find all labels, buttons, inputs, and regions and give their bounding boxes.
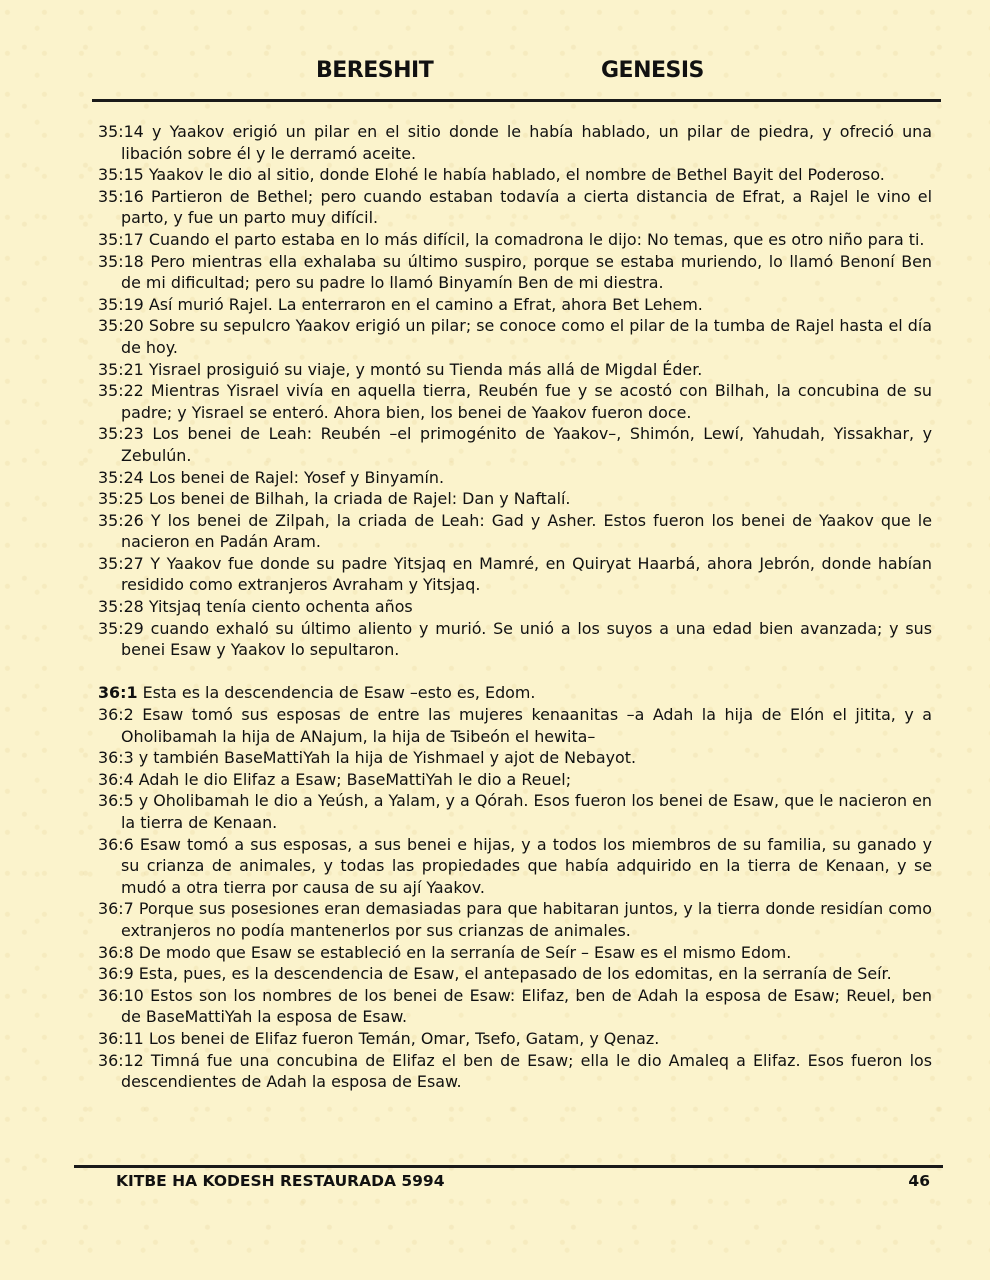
verse-36-9 xyxy=(98,963,932,985)
verse-ref: 36:3 xyxy=(98,748,134,768)
verse-ref: 36:8 xyxy=(98,942,134,962)
verse-text: cuando exhaló su último aliento y murió. Se unió a los suyos a una edad bien avanzada; y sus benei Esaw y Yaakov lo sepultaron. xyxy=(121,618,932,660)
verse-text: y también BaseMattiYah la hija de Yishmael y ajot de Nebayot. xyxy=(138,748,637,768)
verse-text: Pero mientras ella exhalaba su último suspiro, porque se estaba muriendo, lo llamó Benoní Ben de mi dificultad; pero su padre lo llamó Binyamín Ben de mi diestra. xyxy=(121,251,932,293)
verse-35-25 xyxy=(98,488,932,510)
verse-text: Esaw tomó a sus esposas, a sus benei e hijas, y a todos los miembros de su familia, su ganado y su crianza de animales, y todas las propiedades que había adquirido en la tierra de Kenaan, y se mudó a otra tierra por causa de su ají Yaakov. xyxy=(121,834,932,897)
verse-ref: 35:23 xyxy=(98,424,144,444)
verse-36-5 xyxy=(98,790,932,833)
verse-text: Y los benei de Zilpah, la criada de Leah: Gad y Asher. Estos fueron los benei de Yaakov que le nacieron en Padán Aram. xyxy=(121,510,932,552)
verse-35-18 xyxy=(98,251,932,294)
verse-text: Los benei de Rajel: Yosef y Binyamín. xyxy=(148,467,445,487)
verse-ref: 36:5 xyxy=(98,791,134,811)
page-number: 46 xyxy=(908,1172,930,1190)
verse-ref: 35:20 xyxy=(98,316,144,336)
verse-text: Los benei de Bilhah, la criada de Rajel: Dan y Naftalí. xyxy=(148,489,571,509)
verse-36-4 xyxy=(98,769,932,791)
verse-text: Adah le dio Elifaz a Esaw; BaseMattiYah le dio a Reuel; xyxy=(138,769,572,789)
verse-35-28 xyxy=(98,596,932,618)
verse-35-14 xyxy=(98,121,932,164)
verse-ref: 35:18 xyxy=(98,251,144,271)
verse-36-2 xyxy=(98,704,932,747)
header-divider xyxy=(92,99,941,102)
verse-text: Estos son los nombres de los benei de Esaw: Elifaz, ben de Adah la esposa de Esaw; Reuel, ben de BaseMattiYah la esposa de Esaw. xyxy=(121,985,932,1027)
verse-text: Así murió Rajel. La enterraron en el camino a Efrat, ahora Bet Lehem. xyxy=(148,294,703,314)
verse-ref: 35:16 xyxy=(98,186,144,206)
verse-35-21 xyxy=(98,359,932,381)
verse-text: Mientras Yisrael vivía en aquella tierra, Reubén fue y se acostó con Bilhah, la concubina de su padre; y Yisrael se enteró. Ahora bien, los benei de Yaakov fueron doce. xyxy=(121,381,932,422)
verse-text: Esta es la descendencia de Esaw –esto es, Edom. xyxy=(142,683,536,703)
verse-35-22 xyxy=(98,380,932,423)
verse-ref: 36:11 xyxy=(98,1028,144,1048)
verse-35-16 xyxy=(98,186,932,229)
verse-ref: 35:28 xyxy=(98,597,144,617)
verse-36-10 xyxy=(98,985,932,1028)
verse-text: Porque sus posesiones eran demasiadas para que habitaran juntos, y la tierra donde residían como extranjeros no podía mantenerlos por sus crianzas de animales. xyxy=(121,899,932,940)
verse-36-11 xyxy=(98,1028,932,1050)
verse-ref: 36:10 xyxy=(98,985,144,1005)
verse-ref: 35:19 xyxy=(98,294,144,314)
page-body xyxy=(98,121,932,1093)
verse-ref: 35:26 xyxy=(98,510,144,530)
verse-36-6 xyxy=(98,834,932,899)
page-header xyxy=(0,58,990,92)
verse-text: Timná fue una concubina de Elifaz el ben de Esaw; ella le dio Amaleq a Elifaz. Esos fueron los descendientes de Adah la esposa de Esaw. xyxy=(121,1050,932,1092)
verse-35-19 xyxy=(98,294,932,316)
chapter-start-ref: 36:1 xyxy=(98,683,138,703)
verse-ref: 36:6 xyxy=(98,834,134,854)
verse-text: Yitsjaq tenía ciento ochenta años xyxy=(148,597,413,617)
verse-text: Esaw tomó sus esposas de entre las mujeres kenaanitas –a Adah la hija de Elón el jitita, y a Oholibamah la hija de ANajum, la hija de Tsibeón el hewita– xyxy=(121,705,932,746)
page-footer xyxy=(0,1172,990,1194)
verse-35-27 xyxy=(98,553,932,596)
verse-36-8 xyxy=(98,942,932,964)
verse-35-20 xyxy=(98,315,932,358)
verse-35-29 xyxy=(98,618,932,661)
verse-ref: 35:15 xyxy=(98,165,144,185)
footer-book-title: KITBE HA KODESH RESTAURADA 5994 xyxy=(116,1172,445,1190)
verse-text: Y Yaakov fue donde su padre Yitsjaq en Mamré, en Quiryat Haarbá, ahora Jebrón, donde habían residido como extranjeros Avraham y Yitsjaq. xyxy=(121,553,932,595)
verse-ref: 35:14 xyxy=(98,122,144,141)
verse-36-12 xyxy=(98,1050,932,1093)
verse-text: Esta, pues, es la descendencia de Esaw, el antepasado de los edomitas, en la serranía de Seír. xyxy=(138,964,892,984)
verse-ref: 35:27 xyxy=(98,553,144,573)
verse-ref: 36:9 xyxy=(98,964,134,984)
verse-35-15 xyxy=(98,164,932,186)
verse-ref: 35:29 xyxy=(98,618,144,638)
chapter-gap xyxy=(98,661,932,683)
verse-ref: 35:22 xyxy=(98,381,144,401)
verse-text: Los benei de Leah: Reubén –el primogénito de Yaakov–, Shimón, Lewí, Yahudah, Yissakhar, y Zebulún. xyxy=(121,424,932,465)
verse-text: De modo que Esaw se estableció en la serranía de Seír – Esaw es el mismo Edom. xyxy=(138,942,792,962)
verse-35-23 xyxy=(98,423,932,466)
verse-text: y Oholibamah le dio a Yeúsh, a Yalam, y a Qórah. Esos fueron los benei de Esaw, que le nacieron en la tierra de Kenaan. xyxy=(121,791,932,832)
verse-35-17 xyxy=(98,229,932,251)
verse-ref: 35:24 xyxy=(98,467,144,487)
verse-ref: 36:12 xyxy=(98,1050,144,1070)
verse-text: Yisrael prosiguió su viaje, y montó su Tienda más allá de Migdal Éder. xyxy=(148,359,703,379)
verse-text: Sobre su sepulcro Yaakov erigió un pilar; se conoce como el pilar de la tumba de Rajel hasta el día de hoy. xyxy=(121,316,932,357)
verse-ref: 36:4 xyxy=(98,769,134,789)
footer-divider xyxy=(74,1165,943,1168)
verse-ref: 35:25 xyxy=(98,489,144,509)
verse-text: y Yaakov erigió un pilar en el sitio donde le había hablado, un pilar de piedra, y ofreció una libación sobre él y le derramó aceite. xyxy=(121,122,932,163)
verse-35-26 xyxy=(98,510,932,553)
verse-ref: 35:17 xyxy=(98,229,144,249)
verse-ref: 36:2 xyxy=(98,705,134,725)
verse-text: Yaakov le dio al sitio, donde Elohé le había hablado, el nombre de Bethel Bayit del Poderoso. xyxy=(148,165,885,185)
verse-36-3 xyxy=(98,747,932,769)
header-right-title: GENESIS xyxy=(601,58,704,83)
verse-36-7 xyxy=(98,898,932,941)
verse-text: Cuando el parto estaba en lo más difícil, la comadrona le dijo: No temas, que es otro niño para ti. xyxy=(148,229,925,249)
verse-36-1 xyxy=(98,682,932,704)
verse-text: Los benei de Elifaz fueron Temán, Omar, Tsefo, Gatam, y Qenaz. xyxy=(148,1028,660,1048)
verse-ref: 35:21 xyxy=(98,359,144,379)
verse-ref: 36:7 xyxy=(98,899,134,919)
header-left-title: BERESHIT xyxy=(316,58,434,83)
verse-text: Partieron de Bethel; pero cuando estaban todavía a cierta distancia de Efrat, a Rajel le vino el parto, y fue un parto muy difícil. xyxy=(121,186,932,228)
verse-35-24 xyxy=(98,467,932,489)
